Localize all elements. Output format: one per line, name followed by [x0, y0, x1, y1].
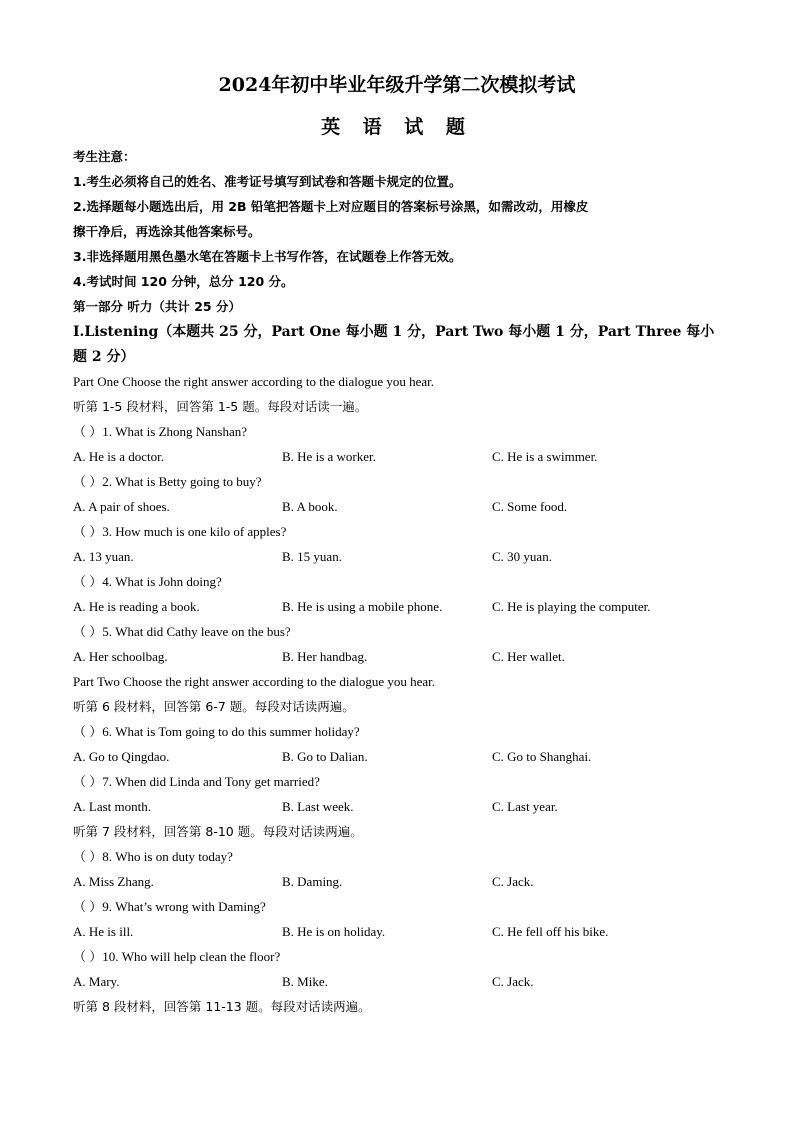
question-4: （ ）4. What is John doing?	[73, 574, 222, 589]
question-8: （ ）8. Who is on duty today?	[73, 849, 233, 864]
q9-option-b: B. He is on holiday.	[282, 924, 386, 939]
q7-option-b: B. Last week.	[282, 799, 354, 814]
q10-option-a: A. Mary.	[73, 974, 120, 989]
q4-option-b: B. He is using a mobile phone.	[282, 599, 443, 614]
q2-option-c: C. Some food.	[492, 499, 568, 514]
q1-option-a: A. He is a doctor.	[73, 449, 164, 464]
q7-option-c: C. Last year.	[492, 799, 558, 814]
q3-option-c: C. 30 yuan.	[492, 549, 552, 564]
q10-option-b: B. Mike.	[282, 974, 328, 989]
q4-option-a: A. He is reading a book.	[73, 599, 200, 614]
q7-option-a: A. Last month.	[73, 799, 151, 814]
q1-option-c: C. He is a swimmer.	[492, 449, 598, 464]
q3-option-a: A. 13 yuan.	[73, 549, 134, 564]
q9-option-c: C. He fell off his bike.	[492, 924, 609, 939]
exam-subtitle: 英 语 试 题	[321, 116, 473, 138]
q5-option-c: C. Her wallet.	[492, 649, 565, 664]
question-1: （ ）1. What is Zhong Nanshan?	[73, 424, 248, 439]
exam-title: 2024年初中毕业年级升学第二次模拟考试	[218, 74, 576, 96]
question-6: （ ）6. What is Tom going to do this summer holiday?	[73, 724, 360, 739]
part-one-intro-en: Part One Choose the right answer according to the dialogue you hear.	[73, 374, 435, 389]
q8-option-b: B. Daming.	[282, 874, 343, 889]
part-one-intro-cn: 听第 1-5 段材料，回答第 1-5 题。每段对话读一遍。	[73, 399, 368, 414]
q6-option-a: A. Go to Qingdao.	[73, 749, 170, 764]
q3-option-b: B. 15 yuan.	[282, 549, 342, 564]
question-9: （ ）9. What’s wrong with Daming?	[73, 899, 266, 914]
q2-option-b: B. A book.	[282, 499, 338, 514]
note-item-4: 4.考试时间 120 分钟，总分 120 分。	[73, 274, 294, 289]
q5-option-a: A. Her schoolbag.	[73, 649, 168, 664]
q8-option-a: A. Miss Zhang.	[73, 874, 154, 889]
part-two-intro-cn-8: 听第 8 段材料，回答第 11-13 题。每段对话读两遍。	[73, 999, 371, 1014]
part1-heading: 第一部分 听力（共计 25 分）	[73, 299, 241, 314]
notes-heading: 考生注意：	[73, 149, 136, 164]
part-two-intro-en: Part Two Choose the right answer according to the dialogue you hear.	[73, 674, 436, 689]
part-two-intro-cn-6: 听第 6 段材料，回答第 6-7 题。每段对话读两遍。	[73, 699, 355, 714]
listening-heading: Ⅰ.Listening（本题共 25 分，Part One 每小题 1 分，Part Two 每小题 1 分，Part Three 每小	[73, 324, 715, 340]
q9-option-a: A. He is ill.	[73, 924, 134, 939]
q5-option-b: B. Her handbag.	[282, 649, 368, 664]
note-item-2-cont: 擦干净后，再选涂其他答案标号。	[73, 224, 261, 239]
question-3: （ ）3. How much is one kilo of apples?	[73, 524, 287, 539]
question-5: （ ）5. What did Cathy leave on the bus?	[73, 624, 291, 639]
q10-option-c: C. Jack.	[492, 974, 534, 989]
question-2: （ ）2. What is Betty going to buy?	[73, 474, 262, 489]
q6-option-c: C. Go to Shanghai.	[492, 749, 592, 764]
listening-heading-cont: 题 2 分）	[73, 349, 135, 365]
note-item-1: 1.考生必须将自己的姓名、准考证号填写到试卷和答题卡规定的位置。	[73, 174, 462, 189]
note-item-2: 2.选择题每小题选出后，用 2B 铅笔把答题卡上对应题目的答案标号涂黑，如需改动，用橡皮	[73, 199, 589, 214]
q6-option-b: B. Go to Dalian.	[282, 749, 368, 764]
q8-option-c: C. Jack.	[492, 874, 534, 889]
q1-option-b: B. He is a worker.	[282, 449, 376, 464]
q2-option-a: A. A pair of shoes.	[73, 499, 170, 514]
part-two-intro-cn-7: 听第 7 段材料，回答第 8-10 题。每段对话读两遍。	[73, 824, 363, 839]
q4-option-c: C. He is playing the computer.	[492, 599, 651, 614]
note-item-3: 3.非选择题用黑色墨水笔在答题卡上书写作答，在试题卷上作答无效。	[73, 249, 462, 264]
question-10: （ ）10. Who will help clean the floor?	[73, 949, 281, 964]
question-7: （ ）7. When did Linda and Tony get married?	[73, 774, 320, 789]
